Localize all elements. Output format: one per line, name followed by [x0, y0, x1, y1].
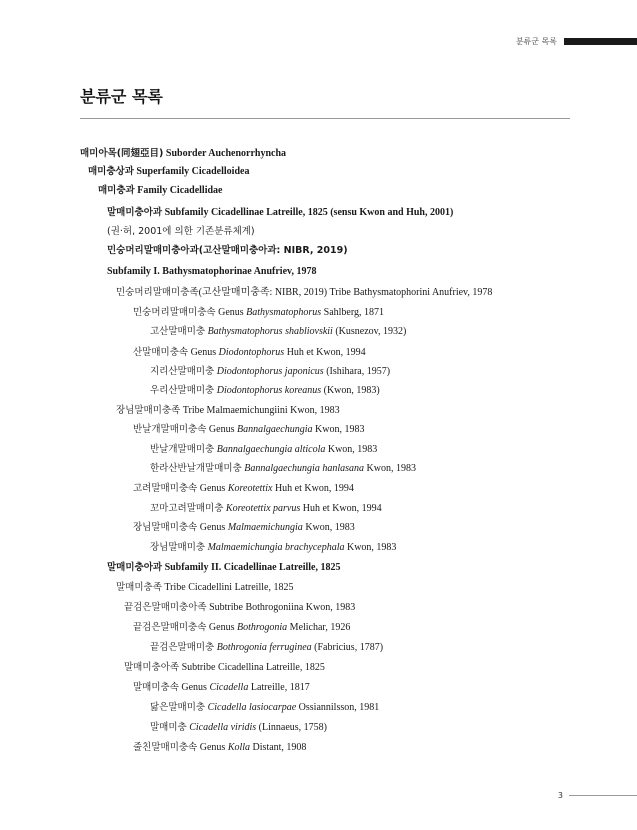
- scientific-name: Diodontophorus koreanus: [216, 385, 322, 396]
- taxon-entry: [150, 463, 416, 475]
- taxon-entry: [133, 347, 366, 359]
- scientific-name: Bannalgaechungia alticola: [216, 444, 326, 455]
- korean-name: 민숭머리말매미충속: [133, 307, 216, 318]
- taxon-text: Family Cicadellidae: [134, 185, 223, 196]
- taxon-text: Genus: [188, 347, 219, 358]
- korean-name: 산말매미충속: [133, 347, 189, 358]
- taxon-authority: Kwon, 1983: [325, 444, 378, 455]
- taxon-entry: [150, 326, 406, 338]
- taxon-entry: [133, 682, 310, 694]
- scientific-name: Bothrogonia: [236, 622, 288, 633]
- scientific-name: Diodontophorus: [218, 347, 285, 358]
- taxon-authority: Huh et Kwon, 1994: [284, 347, 366, 358]
- korean-name: 우리산말매미충: [150, 385, 215, 396]
- taxon-entry: [150, 444, 377, 456]
- korean-name: 고산말매미충: [150, 326, 206, 337]
- taxon-entry: [150, 642, 383, 654]
- korean-name: 장님말매미충: [150, 542, 206, 553]
- taxon-entry: [107, 207, 453, 219]
- taxon-entry: [133, 742, 306, 754]
- scientific-name: Bathysmatophorus: [246, 307, 322, 318]
- taxon-entry: [107, 266, 316, 278]
- taxon-text: Genus: [206, 424, 237, 435]
- korean-name: 민숭머리말매미충아과: [107, 245, 199, 256]
- taxon-entry: [133, 522, 355, 534]
- taxon-entry: [150, 702, 379, 714]
- taxon-text: Suborder Auchenorrhyncha: [163, 148, 287, 159]
- korean-name: 말매미충: [150, 722, 187, 733]
- korean-name: 장님말매미충속: [133, 522, 198, 533]
- taxon-entry: [133, 483, 354, 495]
- korean-name: 말매미충아과: [107, 562, 163, 573]
- taxon-text: Tribe Malmaemichungiini Kwon, 1983: [180, 405, 340, 416]
- taxon-text: Subtribe Cicadellina Latreille, 1825: [179, 662, 325, 673]
- taxon-authority: (Kusnezov, 1932): [332, 326, 407, 337]
- taxon-authority: Distant, 1908: [250, 742, 307, 753]
- page-number: 3: [557, 791, 563, 800]
- taxon-authority: Huh et Kwon, 1994: [300, 503, 382, 514]
- scientific-name: Bothrogonia ferruginea: [216, 642, 312, 653]
- korean-name: 말매미충족: [116, 582, 162, 593]
- taxon-entry: [116, 287, 492, 299]
- taxon-text: Genus: [197, 742, 228, 753]
- taxon-entry: [133, 424, 364, 436]
- taxon-entry: [116, 405, 340, 417]
- taxon-entry: [124, 662, 325, 674]
- taxon-entry: [88, 166, 249, 178]
- korean-name: 반날개말매미충: [150, 444, 215, 455]
- taxon-authority: Kwon, 1983: [344, 542, 397, 553]
- korean-name: 말매미충아과: [107, 207, 163, 218]
- taxon-authority: (고산말매미충아과: NIBR, 2019): [198, 245, 348, 256]
- taxon-entry: [133, 307, 384, 319]
- title-divider: [80, 118, 570, 119]
- taxon-entry: [107, 245, 348, 257]
- taxon-authority: (Linnaeus, 1758): [256, 722, 327, 733]
- scientific-name: Malmaemichungia brachycephala: [207, 542, 345, 553]
- korean-name: 닮은말매미충: [150, 702, 206, 713]
- korean-name: 줄친말매미충속: [133, 742, 198, 753]
- scientific-name: Cicadella lasiocarpae: [207, 702, 297, 713]
- korean-name: 말매미충속: [133, 682, 179, 693]
- scientific-name: Kolla: [227, 742, 251, 753]
- taxon-entry: [116, 582, 293, 594]
- taxon-entry: [124, 602, 355, 614]
- taxon-authority: Latreille, 1817: [248, 682, 310, 693]
- page-title: 분류군 목록: [80, 87, 163, 106]
- scientific-name: Malmaemichungia: [227, 522, 303, 533]
- korean-name: 끝검은말매미충: [150, 642, 215, 653]
- taxon-text: Genus: [197, 522, 228, 533]
- korean-name: 장님말매미충족: [116, 405, 181, 416]
- korean-name: 반날개말매미충속: [133, 424, 207, 435]
- korean-name: 말매미충아족: [124, 662, 180, 673]
- korean-name: 한라산반날개말매미충: [150, 463, 242, 474]
- taxon-authority: (sensu Kwon and Huh, 2001): [327, 207, 454, 218]
- taxon-authority: Huh et Kwon, 1994: [272, 483, 354, 494]
- korean-name: 고려말매미충속: [133, 483, 198, 494]
- taxon-authority: Sahlberg, 1871: [321, 307, 385, 318]
- taxon-entry: [150, 722, 327, 734]
- taxon-authority: Kwon, 1983: [312, 424, 365, 435]
- taxon-entry: [133, 622, 350, 634]
- korean-name: 매미아목(同翅亞目): [80, 148, 164, 159]
- scientific-name: Koreotettix: [227, 483, 273, 494]
- taxon-authority: (Fabricius, 1787): [311, 642, 384, 653]
- taxon-text: Genus: [178, 682, 210, 693]
- taxon-authority: Melichar, 1926: [287, 622, 351, 633]
- taxon-text: Genus: [206, 622, 237, 633]
- korean-name: 매미충과: [98, 185, 135, 196]
- taxon-text: (고산말매미충족: NIBR, 2019) Tribe Bathysmatophorini Anufriev, 1978: [198, 287, 493, 298]
- footer-divider: [569, 795, 637, 796]
- taxon-entry: [107, 226, 255, 238]
- korean-name: 끝검은말매미충속: [133, 622, 207, 633]
- taxon-entry: [80, 148, 286, 160]
- taxon-text: Genus: [197, 483, 228, 494]
- taxon-authority: Kwon, 1983: [364, 463, 416, 474]
- taxon-authority: (Ishihara, 1957): [323, 366, 391, 377]
- taxon-text: Subfamily I. Bathysmatophorinae Anufriev, 1978: [107, 266, 317, 277]
- running-header-label: 분류군 목록: [515, 37, 557, 46]
- taxon-entry: [98, 185, 223, 197]
- scientific-name: Koreotettix parvus: [225, 503, 301, 514]
- taxon-authority: Kwon, 1983: [302, 522, 355, 533]
- scientific-name: Bathysmatophorus shabliovskii: [207, 326, 333, 337]
- korean-name: 매미충상과: [88, 166, 134, 177]
- taxon-entry: [150, 503, 382, 515]
- taxon-entry: [150, 385, 380, 397]
- korean-name: 끝검은말매미충아족: [124, 602, 207, 613]
- korean-name: (권·허, 2001에 의한 기존분류체계): [107, 226, 255, 237]
- korean-name: 지리산말매미충: [150, 366, 215, 377]
- korean-name: 꼬마고려말매미충: [150, 503, 224, 514]
- taxon-text: Tribe Cicadellini Latreille, 1825: [161, 582, 294, 593]
- taxon-authority: Ossiannilsson, 1981: [296, 702, 380, 713]
- scientific-name: Cicadella viridis: [189, 722, 257, 733]
- taxon-entry: [107, 562, 341, 574]
- korean-name: 민숭머리말매미충족: [116, 287, 199, 298]
- taxon-authority: (Kwon, 1983): [321, 385, 380, 396]
- taxon-text: Genus: [215, 307, 247, 318]
- scientific-name: Bannalgaechungia hanlasana: [244, 463, 364, 474]
- taxon-text: Subtribe Bothrogoniina Kwon, 1983: [206, 602, 356, 613]
- taxon-text: Subfamily II. Cicadellinae Latreille, 1825: [162, 562, 341, 573]
- taxon-entry: [150, 542, 396, 554]
- scientific-name: Diodontophorus japonicus: [216, 366, 324, 377]
- taxon-text: Superfamily Cicadelloidea: [133, 166, 250, 177]
- scientific-name: Cicadella: [209, 682, 249, 693]
- taxon-text: Subfamily Cicadellinae Latreille, 1825: [162, 207, 328, 218]
- taxon-entry: [150, 366, 390, 378]
- scientific-name: Bannalgaechungia: [236, 424, 313, 435]
- running-header-bar: [564, 38, 637, 45]
